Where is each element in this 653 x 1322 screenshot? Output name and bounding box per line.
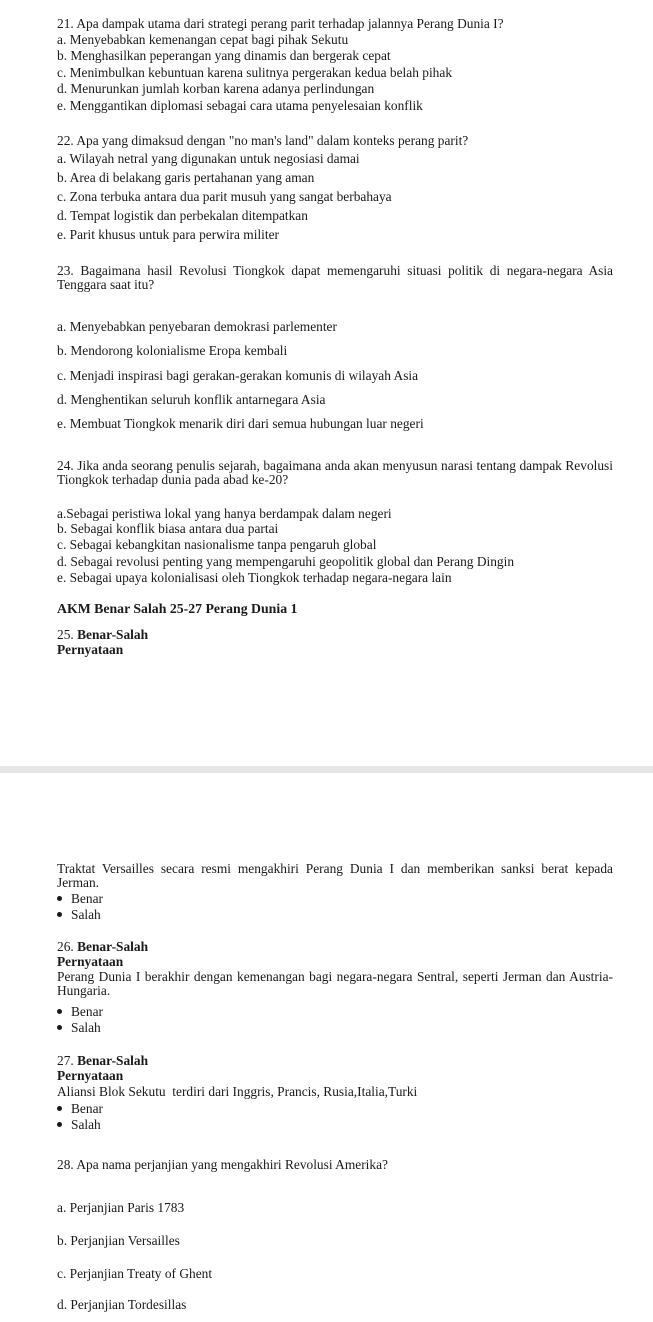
q24-option-b: b. Sebagai konflik biasa antara dua partai xyxy=(57,521,279,536)
bullet-icon xyxy=(57,1025,62,1030)
q26-choice-salah: Salah xyxy=(57,1021,613,1035)
q23-option-e: e. Membuat Tiongkok menarik diri dari semua hubungan luar negeri xyxy=(57,416,424,431)
q27-type: Benar-Salah xyxy=(77,1053,149,1068)
question-27-header xyxy=(57,1054,613,1068)
q22-option-c: c. Zona terbuka antara dua parit musuh yang sangat berbahaya xyxy=(57,189,392,204)
q28-option-b: b. Perjanjian Versailles xyxy=(57,1233,180,1248)
q24-option-d: d. Sebagai revolusi penting yang mempengaruhi geopolitik global dan Perang Dingin xyxy=(57,554,515,569)
q26-label: Pernyataan xyxy=(57,954,124,969)
question-23: 23. Bagaimana hasil Revolusi Tiongkok dapat memengaruhi situasi politik di negara-negara Asia Tenggara saat itu? xyxy=(57,263,613,292)
q23-option-c: c. Menjadi inspirasi bagi gerakan-gerakan komunis di wilayah Asia xyxy=(57,368,419,383)
q28-option-c: c. Perjanjian Treaty of Ghent xyxy=(57,1266,213,1281)
q27-statement: Aliansi Blok Sekutu terdiri dari Inggris, Prancis, Rusia,Italia,Turki xyxy=(57,1084,418,1099)
q23-option-a: a. Menyebabkan penyebaran demokrasi parlementer xyxy=(57,319,337,334)
q21-option-e: e. Menggantikan diplomasi sebagai cara utama penyelesaian konflik xyxy=(57,98,423,113)
q25-label: Pernyataan xyxy=(57,642,124,657)
question-25-header xyxy=(57,628,613,642)
q25-choice-benar: Benar xyxy=(57,892,613,906)
q22-option-e: e. Parit khusus untuk para perwira militer xyxy=(57,227,280,242)
bullet-icon xyxy=(57,1122,62,1127)
q23-option-b: b. Mendorong kolonialisme Eropa kembali xyxy=(57,343,288,358)
section-title: AKM Benar Salah 25-27 Perang Dunia 1 xyxy=(57,601,298,616)
q25-statement: Traktat Versailles secara resmi mengakhiri Perang Dunia I dan memberikan sanksi berat kepada Jerman. xyxy=(57,861,613,890)
q28-option-a: a. Perjanjian Paris 1783 xyxy=(57,1200,185,1215)
q26-statement: Perang Dunia I berakhir dengan kemenangan bagi negara-negara Sentral, seperti Jerman dan Austria-Hungaria. xyxy=(57,969,613,998)
q21-option-d: d. Menurunkan jumlah korban karena adanya perlindungan xyxy=(57,81,375,96)
question-28: 28. Apa nama perjanjian yang mengakhiri Revolusi Amerika? xyxy=(57,1157,388,1172)
q26-type: Benar-Salah xyxy=(77,939,149,954)
q25-number: 25. xyxy=(57,627,74,642)
question-24: 24. Jika anda seorang penulis sejarah, bagaimana anda akan menyusun narasi tentang dampak Revolusi Tiongkok terhadap dunia pada abad ke-20? xyxy=(57,458,613,487)
q26-choice-benar: Benar xyxy=(57,1005,613,1019)
page-separator xyxy=(0,766,653,773)
q25-choice-salah: Salah xyxy=(57,908,613,922)
bullet-icon xyxy=(57,1106,62,1111)
q21-option-c: c. Menimbulkan kebuntuan karena sulitnya pergerakan kedua belah pihak xyxy=(57,65,453,80)
q28-option-d: d. Perjanjian Tordesillas xyxy=(57,1297,187,1312)
q27-label: Pernyataan xyxy=(57,1068,124,1083)
question-22: 22. Apa yang dimaksud dengan "no man's land" dalam konteks perang parit? xyxy=(57,133,469,148)
bullet-icon xyxy=(57,896,62,901)
bullet-icon xyxy=(57,912,62,917)
q21-option-b: b. Menghasilkan peperangan yang dinamis dan bergerak cepat xyxy=(57,48,391,63)
q27-number: 27. xyxy=(57,1053,74,1068)
q21-option-a: a. Menyebabkan kemenangan cepat bagi pihak Sekutu xyxy=(57,32,349,47)
q24-option-e: e. Sebagai upaya kolonialisasi oleh Tiongkok terhadap negara-negara lain xyxy=(57,570,452,585)
q22-option-a: a. Wilayah netral yang digunakan untuk negosiasi damai xyxy=(57,151,360,166)
question-26-header xyxy=(57,940,613,954)
q24-option-a: a.Sebagai peristiwa lokal yang hanya berdampak dalam negeri xyxy=(57,506,392,521)
q27-choice-salah: Salah xyxy=(57,1118,613,1132)
bullet-icon xyxy=(57,1009,62,1014)
q26-number: 26. xyxy=(57,939,74,954)
q22-option-b: b. Area di belakang garis pertahanan yang aman xyxy=(57,170,315,185)
q25-type: Benar-Salah xyxy=(77,627,149,642)
question-21: 21. Apa dampak utama dari strategi perang parit terhadap jalannya Perang Dunia I? xyxy=(57,16,504,31)
q23-option-d: d. Menghentikan seluruh konflik antarnegara Asia xyxy=(57,392,326,407)
q27-choice-benar: Benar xyxy=(57,1102,613,1116)
q22-option-d: d. Tempat logistik dan perbekalan ditempatkan xyxy=(57,208,308,223)
q24-option-c: c. Sebagai kebangkitan nasionalisme tanpa pengaruh global xyxy=(57,537,377,552)
document-page-2 xyxy=(0,773,653,1322)
